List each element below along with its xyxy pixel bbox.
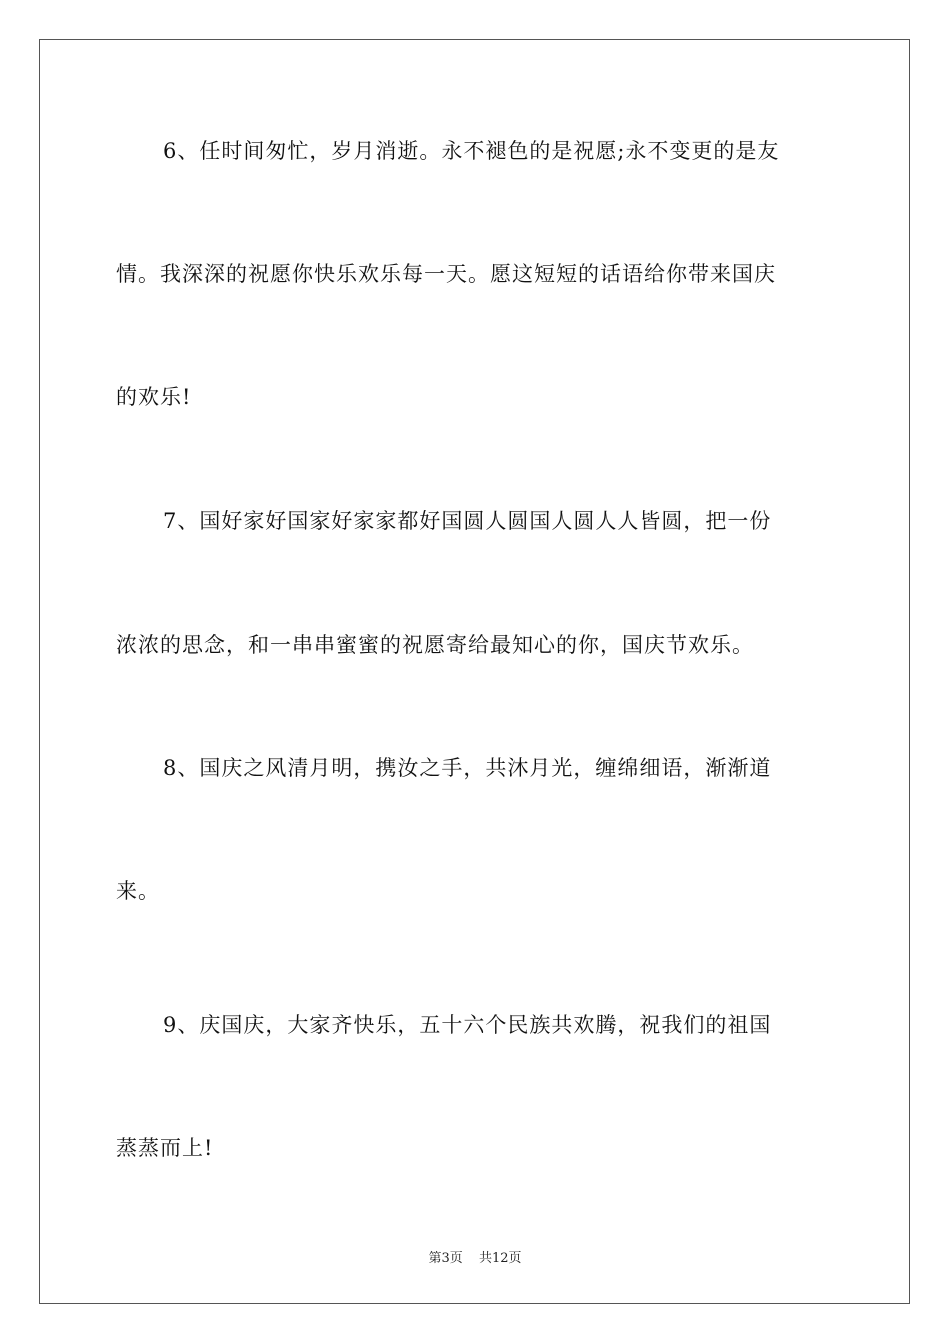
paragraph-6-line-2: 情。我深深的祝愿你快乐欢乐每一天。愿这短短的话语给你带来国庆 [116,262,776,286]
paragraph-6-line-3: 的欢乐! [116,385,192,409]
total-pages: 共12页 [478,1251,522,1266]
page-footer [0,1247,950,1266]
paragraph-9-line-1: 9、庆国庆，大家齐快乐，五十六个民族共欢腾，祝我们的祖国 [163,1013,772,1037]
paragraph-9-line-2: 蒸蒸而上! [116,1136,214,1160]
page-border [39,39,910,1304]
paragraph-8-line-1: 8、国庆之风清月明，携汝之手，共沐月光，缠绵细语，渐渐道 [163,756,772,780]
paragraph-7-line-2: 浓浓的思念，和一串串蜜蜜的祝愿寄给最知心的你，国庆节欢乐。 [116,633,754,657]
paragraph-8-line-2: 来。 [116,879,160,903]
paragraph-7-line-1: 7、国好家好国家好家家都好国圆人圆国人圆人人皆圆，把一份 [163,509,772,533]
paragraph-6-line-1: 6、任时间匆忙，岁月消逝。永不褪色的是祝愿;永不变更的是友 [163,139,780,163]
page-number: 第3页 [428,1251,463,1266]
